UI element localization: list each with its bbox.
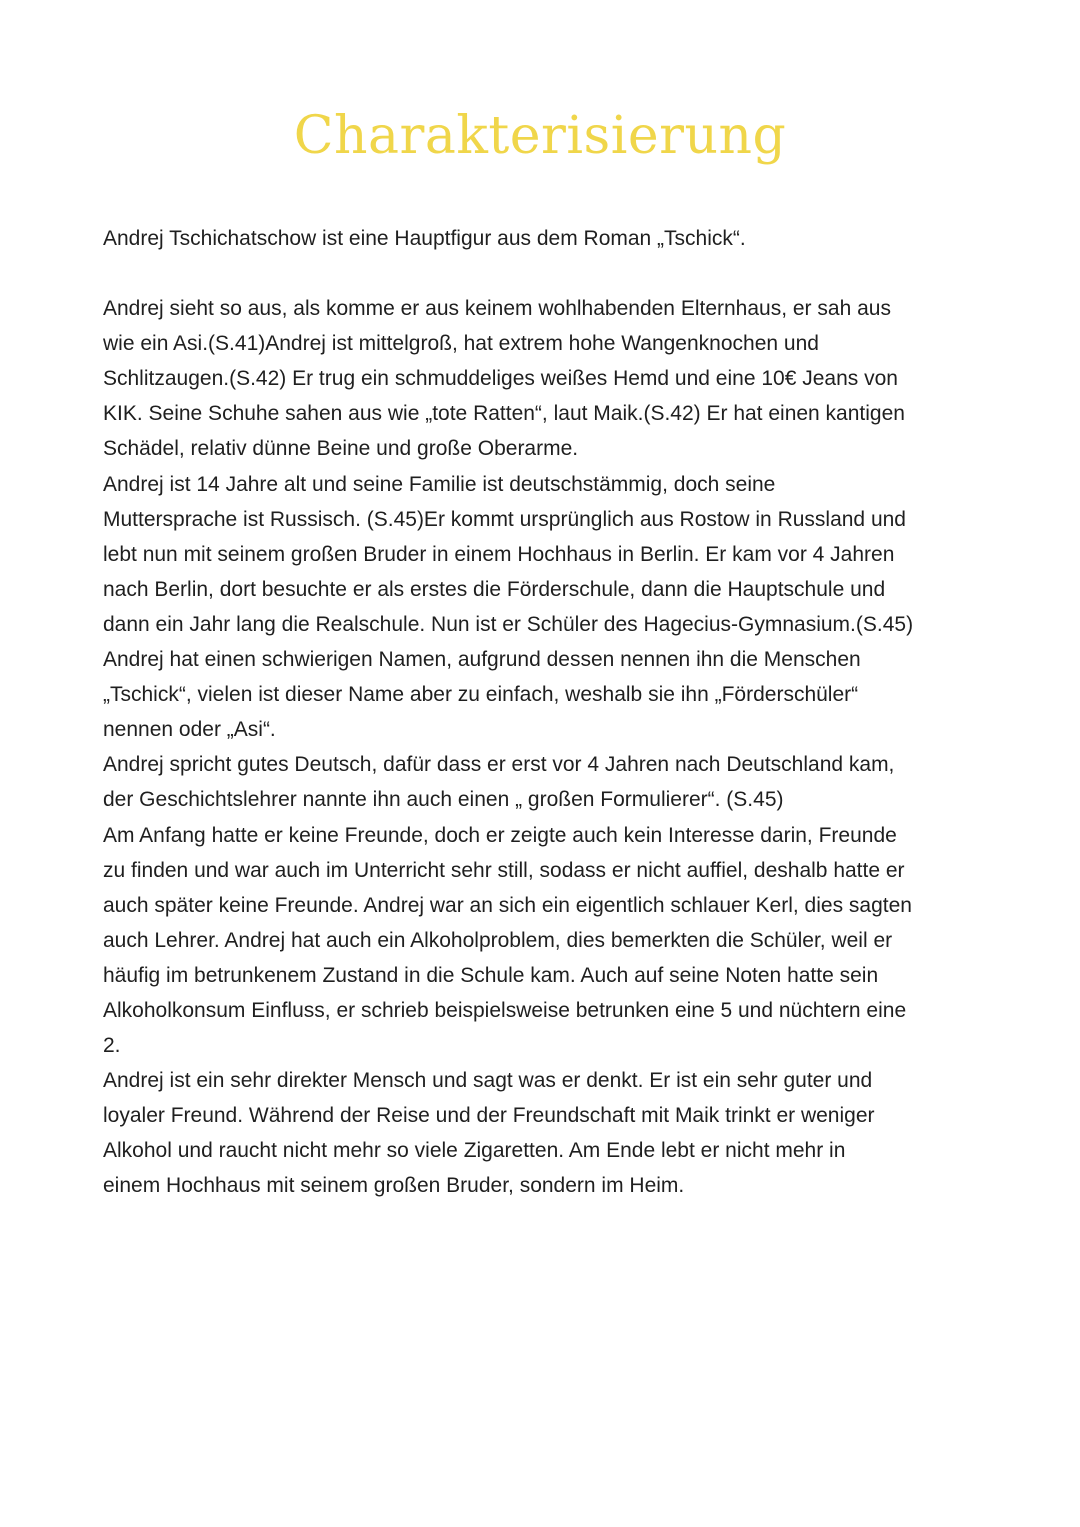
text-line: Muttersprache ist Russisch. (S.45)Er kommt ursprünglich aus Rostow in Russland und: [103, 507, 906, 531]
text-line: der Geschichtslehrer nannte ihn auch einen „ großen Formulierer“. (S.45): [103, 788, 784, 812]
text-line: „Tschick“, vielen ist dieser Name aber zu einfach, weshalb sie ihn „Förderschüler“: [103, 683, 859, 707]
text-line: einem Hochhaus mit seinem großen Bruder, sondern im Heim.: [103, 1174, 685, 1198]
page-title: Charakterisierung: [293, 106, 787, 166]
text-line: auch später keine Freunde. Andrej war an sich ein eigentlich schlauer Kerl, dies sagten: [103, 893, 912, 917]
paragraph-name: [103, 642, 983, 747]
text-line: nach Berlin, dort besuchte er als erstes die Förderschule, dann die Hauptschule und: [103, 577, 886, 601]
paragraph-school: [103, 818, 983, 1064]
text-line: Andrej ist 14 Jahre alt und seine Familie ist deutschstämmig, doch seine: [103, 472, 776, 496]
paragraph-language: [103, 747, 983, 817]
paragraph-background: [103, 467, 983, 642]
text-line: Schlitzaugen.(S.42) Er trug ein schmuddeliges weißes Hemd und eine 10€ Jeans von: [103, 367, 898, 391]
text-line: auch Lehrer. Andrej hat auch ein Alkoholproblem, dies bemerkten die Schüler, weil er: [103, 928, 893, 952]
text-line: dann ein Jahr lang die Realschule. Nun ist er Schüler des Hagecius-Gymnasium.(S.45): [103, 612, 914, 636]
text-line: Andrej sieht so aus, als komme er aus keinem wohlhabenden Elternhaus, er sah aus: [103, 297, 891, 321]
intro-paragraph: Andrej Tschichatschow ist eine Hauptfigur aus dem Roman „Tschick“.: [103, 227, 746, 250]
text-line: Andrej hat einen schwierigen Namen, aufgrund dessen nennen ihn die Menschen: [103, 648, 861, 672]
text-line: 2.: [103, 1034, 121, 1058]
text-line: Alkohol und raucht nicht mehr so viele Zigaretten. Am Ende lebt er nicht mehr in: [103, 1139, 846, 1163]
paragraph-personality: [103, 1063, 983, 1203]
text-line: Andrej ist ein sehr direkter Mensch und sagt was er denkt. Er ist ein sehr guter und: [103, 1069, 873, 1093]
text-line: lebt nun mit seinem großen Bruder in einem Hochhaus in Berlin. Er kam vor 4 Jahren: [103, 542, 895, 566]
text-line: loyaler Freund. Während der Reise und der Freundschaft mit Maik trinkt er weniger: [103, 1104, 875, 1128]
text-line: KIK. Seine Schuhe sahen aus wie „tote Ratten“, laut Maik.(S.42) Er hat einen kantigen: [103, 402, 905, 426]
text-line: Andrej spricht gutes Deutsch, dafür dass er erst vor 4 Jahren nach Deutschland kam,: [103, 753, 895, 777]
text-line: Alkoholkonsum Einfluss, er schrieb beispielsweise betrunken eine 5 und nüchtern eine: [103, 998, 907, 1022]
text-line: wie ein Asi.(S.41)Andrej ist mittelgroß, hat extrem hohe Wangenknochen und: [103, 332, 819, 356]
text-line: zu finden und war auch im Unterricht sehr still, sodass er nicht auffiel, deshalb hatte er: [103, 858, 905, 882]
text-line: häufig im betrunkenem Zustand in die Schule kam. Auch auf seine Noten hatte sein: [103, 963, 879, 987]
text-line: Am Anfang hatte er keine Freunde, doch er zeigte auch kein Interesse darin, Freunde: [103, 823, 897, 847]
text-line: Schädel, relativ dünne Beine und große Oberarme.: [103, 437, 579, 461]
paragraph-appearance: [103, 291, 983, 466]
document-body: [103, 221, 983, 1204]
text-line: nennen oder „Asi“.: [103, 718, 276, 742]
